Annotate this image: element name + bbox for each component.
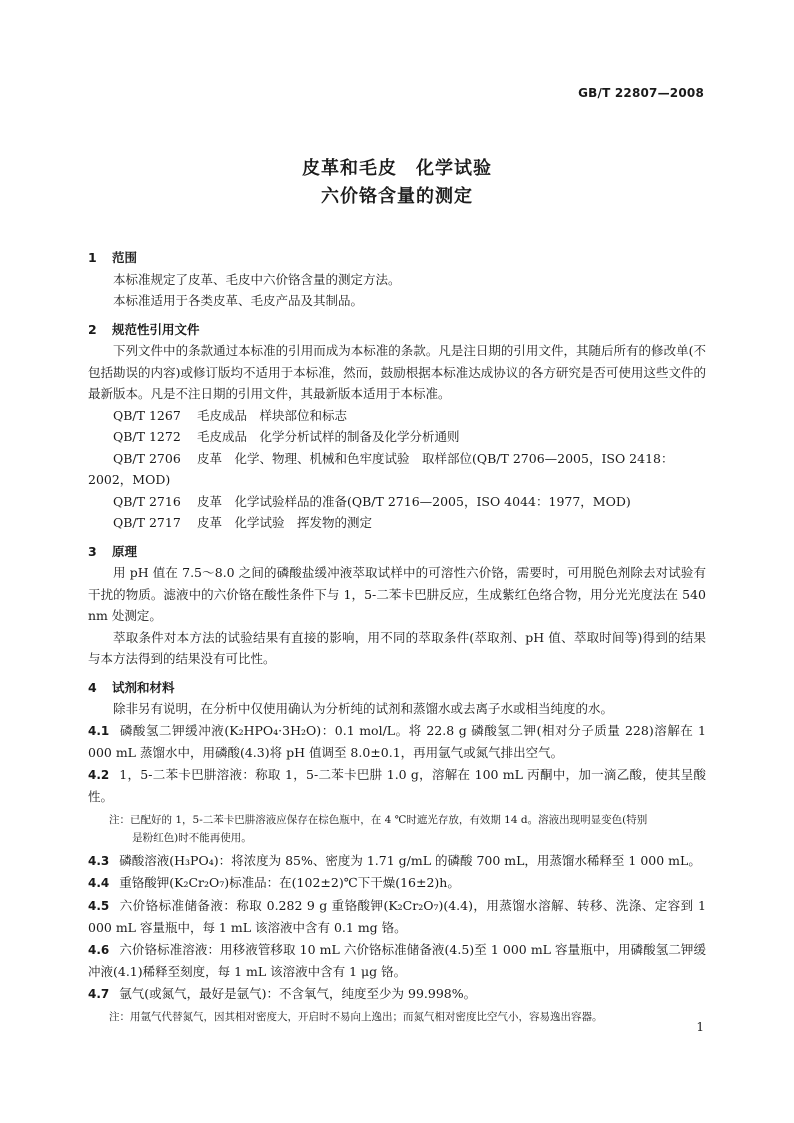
standard-number: GB/T 22807—2008 bbox=[578, 86, 704, 100]
document-title-line2: 六价铬含量的测定 bbox=[321, 186, 473, 207]
reference-code: QB/T 2717 bbox=[113, 515, 181, 530]
section-number: 3 bbox=[88, 543, 97, 559]
clause-number: 4.2 bbox=[88, 767, 110, 782]
section-title: 范围 bbox=[112, 250, 138, 265]
page-number: 1 bbox=[696, 1020, 704, 1034]
clause-number: 4.5 bbox=[88, 898, 110, 913]
clause-item bbox=[88, 895, 706, 939]
paragraph: 除非另有说明，在分析中仅使用确认为分析纯的试剂和蒸馏水或去离子水或相当纯度的水。 bbox=[113, 701, 614, 716]
clause-text: 磷酸溶液(H₃PO₄)：将浓度为 85%、密度为 1.71 g/mL 的磷酸 700 mL，用蒸馏水稀释至 1 000 mL。 bbox=[119, 852, 701, 868]
reference-code: QB/T 2716 bbox=[113, 493, 181, 509]
paragraph: 下列文件中的条款通过本标准的引用而成为本标准的条款。凡是注日期的引用文件，其随后所有的修改单(不包括勘误的内容)或修订版均不适用于本标准，然而，鼓励根据本标准达成协议的各方研究是否可使用这些文件的最新版本。凡是不注日期的引用文件，其最新版本适用于本标准。 bbox=[88, 343, 706, 401]
reference-item bbox=[88, 491, 706, 513]
section-number: 4 bbox=[88, 679, 97, 695]
reference-text: 2002，MOD) bbox=[88, 472, 171, 487]
paragraph: 萃取条件对本方法的试验结果有直接的影响，用不同的萃取条件(萃取剂、pH 值、萃取时间等)得到的结果与本方法得到的结果没有可比性。 bbox=[88, 629, 706, 666]
reference-item bbox=[88, 405, 706, 427]
reference-text: 毛皮成品 样块部位和标志 bbox=[197, 407, 348, 423]
section-heading-principle bbox=[88, 541, 706, 563]
section-title: 试剂和材料 bbox=[112, 679, 175, 695]
paragraph: 用 pH 值在 7.5～8.0 之间的磷酸盐缓冲液萃取试样中的可溶性六价铬，需要时，可用脱色剂除去对试验有干扰的物质。滤液中的六价铬在酸性条件下与 1，5-二苯卡巴肼反应，生成紫红色络合物，用分光光度法在 540 nm 处测定。 bbox=[88, 565, 706, 623]
clause-item bbox=[88, 720, 706, 764]
section-heading-normative-references bbox=[88, 319, 706, 341]
clause-number: 4.3 bbox=[88, 853, 110, 868]
clause-text: 六价铬标准溶液：用移液管移取 10 mL 六价铬标准储备液(4.5)至 1 000 mL 容量瓶中，用磷酸氢二钾缓冲液(4.1)稀释至刻度，每 1 mL 该溶液中含有 1 μg 铬。 bbox=[88, 941, 706, 979]
reference-item bbox=[88, 426, 706, 448]
reference-continuation bbox=[88, 469, 706, 491]
clause-text: 1，5-二苯卡巴肼溶液：称取 1，5-二苯卡巴肼 1.0 g，溶解在 100 mL 丙酮中，加一滴乙酸，使其呈酸性。 bbox=[88, 766, 706, 804]
clause-item bbox=[88, 983, 706, 1006]
reference-code: QB/T 2706 bbox=[113, 450, 181, 466]
reference-text: 皮革 化学试验样品的准备(QB/T 2716—2005，ISO 4044：1977，MOD) bbox=[197, 493, 631, 509]
section-number: 2 bbox=[88, 321, 97, 337]
clause-number: 4.7 bbox=[88, 986, 110, 1001]
reference-text: 皮革 化学试验 挥发物的测定 bbox=[197, 515, 373, 530]
clause-item bbox=[88, 850, 706, 873]
document-title-line1: 皮革和毛皮 化学试验 bbox=[302, 158, 492, 179]
reference-item bbox=[88, 512, 706, 534]
clause-text: 六价铬标准储备液：称取 0.282 9 g 重铬酸钾(K₂Cr₂O₇)(4.4)，用蒸馏水溶解、转移、洗涤、定容到 1 000 mL 容量瓶中，每 1 mL 该溶液中含有 0.1 mg 铬。 bbox=[88, 897, 706, 935]
reference-code: QB/T 1272 bbox=[113, 429, 181, 444]
section-title: 原理 bbox=[112, 543, 138, 559]
clause-number: 4.6 bbox=[88, 942, 110, 957]
clause-item bbox=[88, 939, 706, 983]
reference-item bbox=[88, 448, 706, 470]
reference-text: 毛皮成品 化学分析试样的制备及化学分析通则 bbox=[197, 429, 460, 444]
section-title: 规范性引用文件 bbox=[112, 321, 200, 337]
clause-item bbox=[88, 764, 706, 808]
clause-text: 磷酸氢二钾缓冲液(K₂HPO₄·3H₂O)：0.1 mol/L。将 22.8 g 磷酸氢二钾(相对分子质量 228)溶解在 1 000 mL 蒸馏水中，用磷酸(4.3)将 pH 值调至 8.0±0.1，再用氩气或氮气排出空气。 bbox=[88, 722, 706, 760]
clause-text: 重铬酸钾(K₂Cr₂O₇)标准品：在(102±2)℃下干燥(16±2)h。 bbox=[119, 875, 460, 890]
reference-code: QB/T 1267 bbox=[113, 407, 181, 423]
clause-number: 4.4 bbox=[88, 876, 110, 890]
paragraph: 本标准规定了皮革、毛皮中六价铬含量的测定方法。 bbox=[113, 271, 401, 287]
clause-item bbox=[88, 872, 706, 895]
paragraph: 本标准适用于各类皮革、毛皮产品及其制品。 bbox=[113, 293, 364, 308]
reference-text: 皮革 化学、物理、机械和色牢度试验 取样部位(QB/T 2706—2005，ISO 2418： bbox=[197, 450, 674, 466]
section-number: 1 bbox=[88, 250, 97, 265]
note: 注：已配好的 1，5-二苯卡巴肼溶液应保存在棕色瓶中，在 4 ℃时遮光存放，有效期 14 d。溶液出现明显变色(特别 bbox=[109, 813, 648, 826]
document-body bbox=[88, 247, 706, 1026]
note-continuation: 是粉红色)时不能再使用。 bbox=[132, 831, 252, 844]
clause-text: 氩气(或氮气，最好是氩气)：不含氧气，纯度至少为 99.998%。 bbox=[119, 985, 477, 1001]
section-heading-scope bbox=[88, 247, 706, 269]
clause-number: 4.1 bbox=[88, 723, 110, 738]
note: 注：用氩气代替氮气，因其相对密度大，开启时不易向上逸出；而氮气相对密度比空气小，容易逸出容器。 bbox=[109, 1011, 603, 1023]
section-heading-reagents bbox=[88, 677, 706, 699]
